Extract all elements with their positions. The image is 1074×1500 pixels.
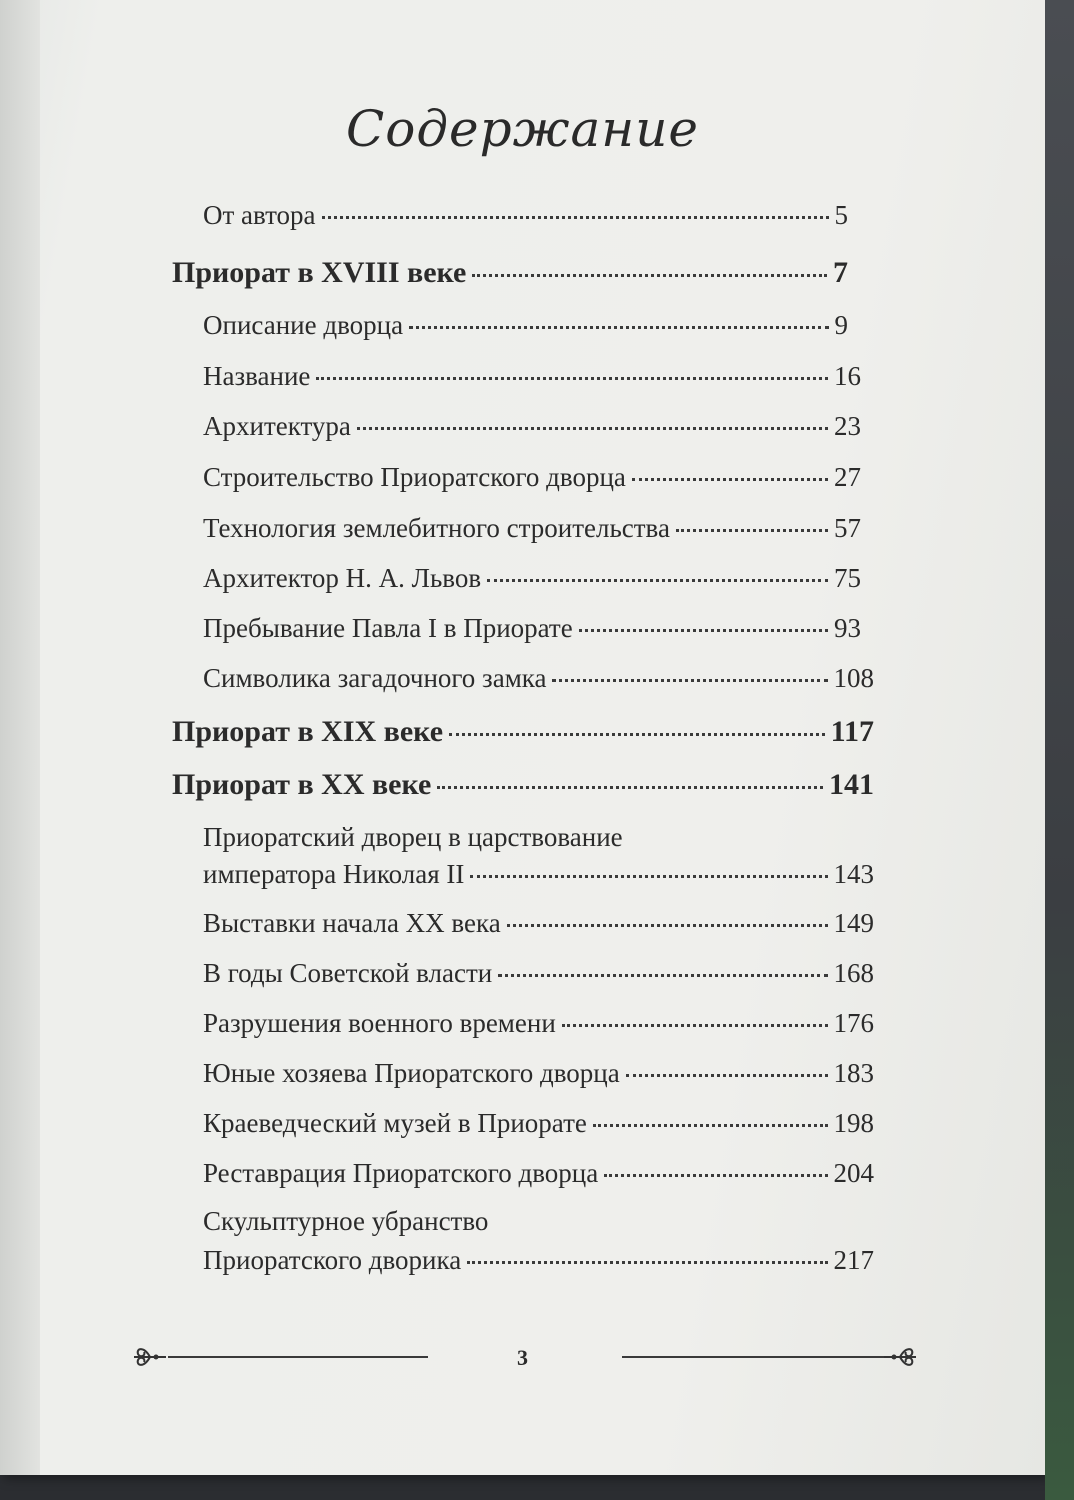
toc-entry-label-line1: Скульптурное убранство [203, 1206, 489, 1236]
toc-entry-label: Пребывание Павла I в Приорате [203, 613, 573, 643]
toc-part-entry [172, 715, 874, 750]
toc-entry-page: 75 [834, 563, 861, 593]
fleuron-right-icon [882, 1340, 918, 1374]
leader-dots [357, 427, 828, 430]
leader-dots [472, 274, 827, 277]
leader-dots [470, 875, 827, 878]
toc-entry [203, 859, 874, 890]
leader-dots [579, 629, 828, 632]
toc-entry [203, 513, 861, 544]
toc-entry-label-line1: Приоратский дворец в царствование [203, 822, 623, 852]
toc-entry-label: Символика загадочного замка [203, 663, 547, 693]
toc-entry [203, 310, 848, 341]
leader-dots [676, 529, 828, 532]
toc-entry-label: Описание дворца [203, 310, 404, 340]
page-number: 3 [517, 1345, 528, 1370]
leader-dots [316, 377, 828, 380]
toc-entry [203, 908, 874, 939]
leader-dots [498, 974, 827, 977]
leader-dots [322, 216, 829, 219]
toc-entry-label: Архитектор Н. А. Львов [203, 563, 482, 593]
toc-entry-label: Приоратского дворика [203, 1245, 462, 1275]
toc-part-entry [172, 768, 874, 803]
toc-entry [203, 462, 861, 493]
toc-entry [203, 1058, 874, 1089]
leader-dots [626, 1074, 828, 1077]
toc-entry-label: Реставрация Приоратского дворца [203, 1158, 599, 1188]
toc-entry-label: Краеведческий музей в Приорате [203, 1108, 587, 1138]
leader-dots [552, 679, 827, 682]
toc-entry [203, 411, 861, 442]
leader-dots [467, 1261, 827, 1264]
toc-entry-page: 117 [830, 715, 874, 748]
toc-entry [203, 663, 874, 694]
toc-entry-page: 108 [833, 663, 874, 693]
leader-dots [593, 1124, 828, 1127]
leader-dots [507, 924, 828, 927]
toc-entry-page: 7 [833, 256, 848, 289]
toc-entry-page: 204 [833, 1158, 874, 1188]
toc-entry [203, 563, 861, 594]
toc-entry [203, 1245, 874, 1276]
leader-dots [409, 326, 828, 329]
toc-entry [203, 1158, 874, 1189]
toc-entry-label: императора Николая II [203, 859, 465, 889]
background-edge [1045, 0, 1074, 1500]
toc-entry-label: Разрушения военного времени [203, 1008, 556, 1038]
leader-dots [632, 478, 828, 481]
toc-entry-label: Технология землебитного строительства [203, 513, 670, 543]
toc-part-entry [172, 256, 848, 291]
leader-dots [562, 1024, 828, 1027]
toc-entry-label: Приорат в XVIII веке [172, 256, 467, 289]
toc-entry [203, 361, 861, 392]
toc-entry-label: Приорат в XIX веке [172, 715, 444, 748]
toc-entry-label: От автора [203, 200, 316, 230]
leader-dots [604, 1174, 827, 1177]
toc-entry [203, 958, 874, 989]
page-edge [0, 0, 40, 1475]
toc-entry-label: Строительство Приоратского дворца [203, 462, 626, 492]
page-title: Содержание [345, 100, 700, 158]
leader-dots [449, 733, 825, 736]
toc-entry-page: 5 [834, 200, 848, 230]
toc-entry-page: 183 [833, 1058, 874, 1088]
toc-entry-label: Юные хозяева Приоратского дворца [203, 1058, 620, 1088]
toc-entry-page: 57 [834, 513, 861, 543]
toc-entry-page: 141 [829, 768, 874, 801]
toc-entry-page: 27 [834, 462, 861, 492]
toc-entry-label: Приорат в XX веке [172, 768, 432, 801]
toc-entry-page: 198 [833, 1108, 874, 1138]
toc-entry [203, 200, 848, 231]
leader-dots [487, 579, 828, 582]
toc-entry-page: 9 [834, 310, 848, 340]
toc-entry-page: 149 [833, 908, 874, 938]
toc-entry-page: 168 [833, 958, 874, 988]
leader-dots [437, 786, 823, 789]
toc-entry-label: В годы Советской власти [203, 958, 493, 988]
toc-entry-page: 23 [834, 411, 861, 441]
toc-entry-page: 217 [833, 1245, 874, 1275]
toc-entry-page: 93 [834, 613, 861, 643]
toc-entry-page: 176 [833, 1008, 874, 1038]
footer-rule-right [622, 1356, 884, 1358]
toc-entry-page: 143 [833, 859, 874, 889]
toc-entry-label: Название [203, 361, 311, 391]
toc-entry [203, 613, 861, 644]
toc-entry-page: 16 [834, 361, 861, 391]
toc-entry-label: Выставки начала XX века [203, 908, 501, 938]
toc-entry [203, 1108, 874, 1139]
toc-entry [203, 1008, 874, 1039]
toc-entry-label: Архитектура [203, 411, 351, 441]
